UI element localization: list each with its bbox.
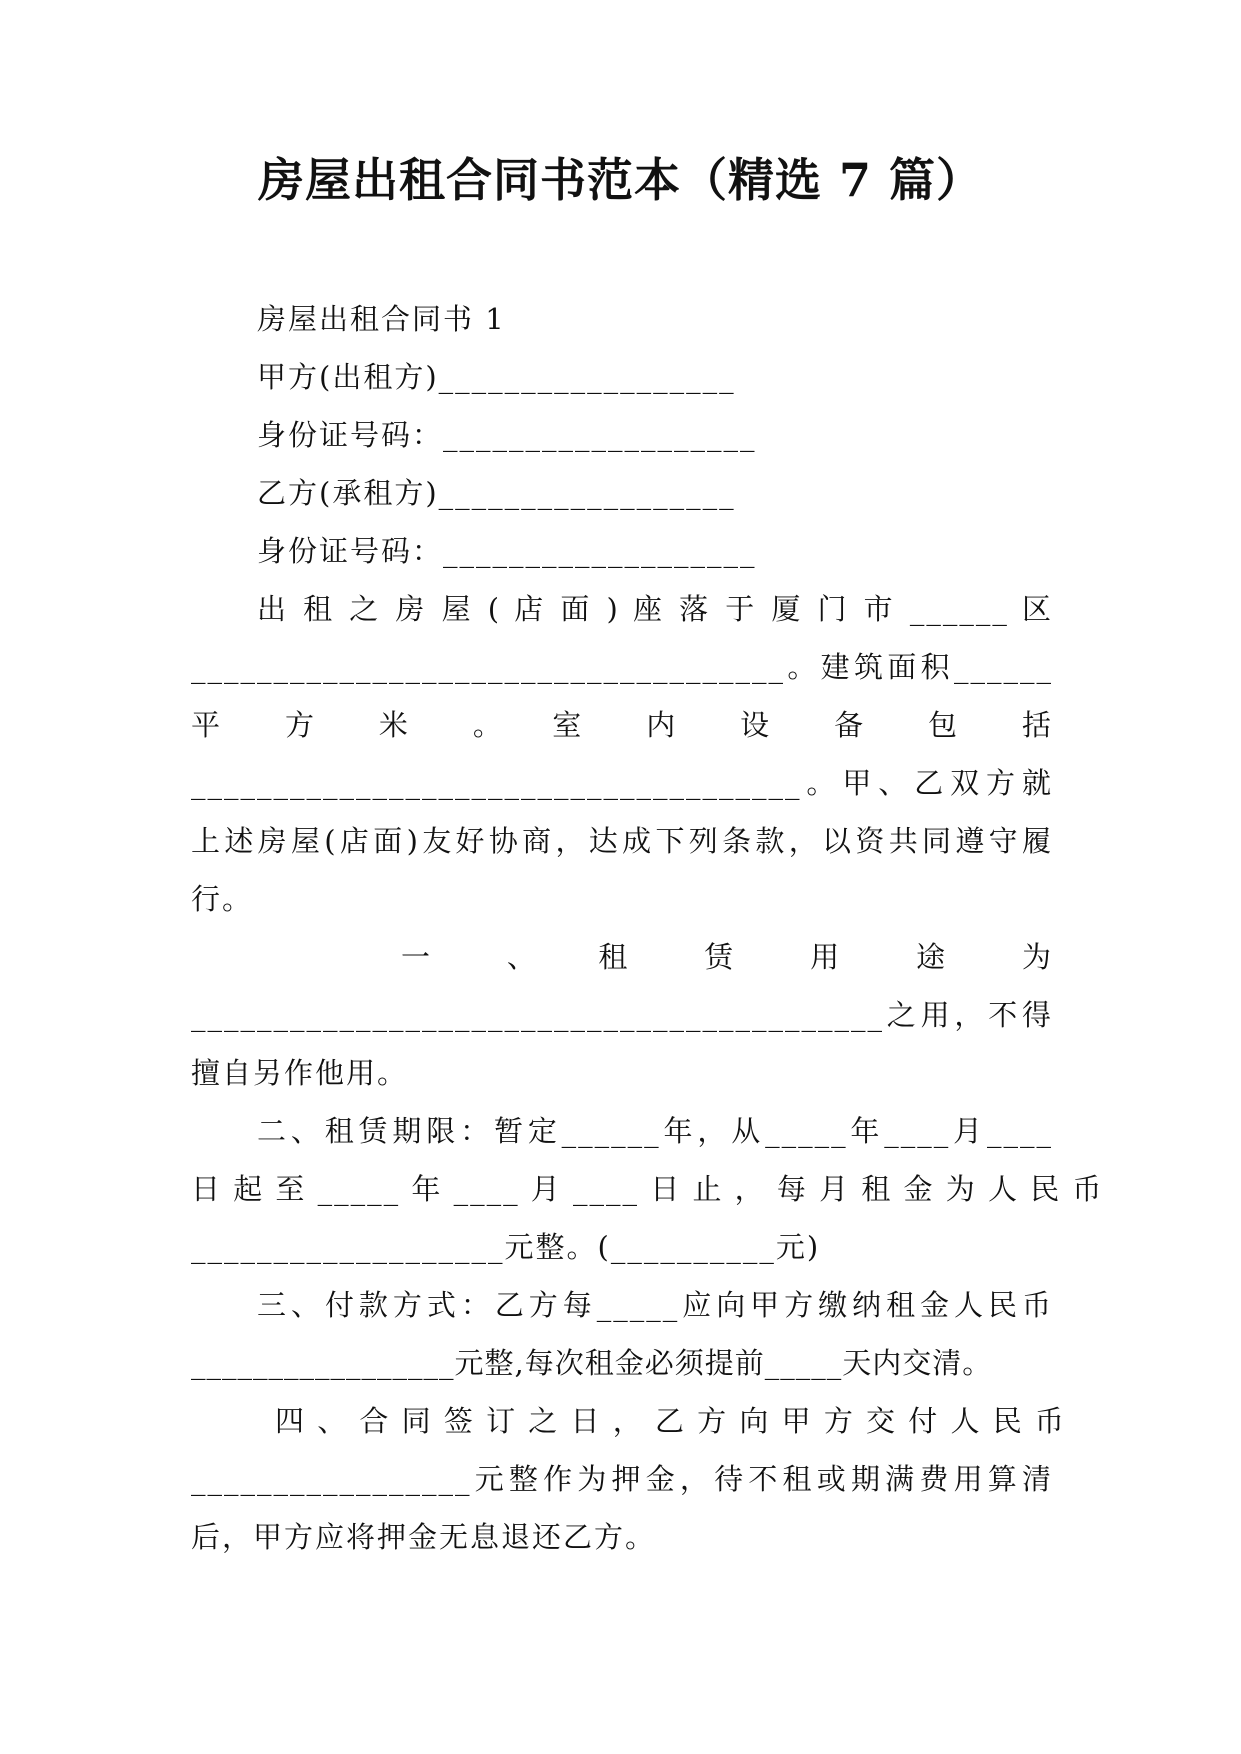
paragraph-line: 日 起 至 _____ 年 ____ 月 ____ 日 止 ， 每 月 租 金 为 人 民 币 <box>191 1172 1104 1206</box>
paragraph-line: 一 、 租 赁 用 途 为 <box>401 940 1053 974</box>
document-title: 房屋出租合同书范本（精选 7 篇） <box>257 153 984 207</box>
paragraph-line: 擅自另作他用。 <box>191 1056 409 1090</box>
party-b-line: 乙方(承租方)__________________ <box>257 476 736 510</box>
paragraph-line: 三、付款方式：乙方每_____应向甲方缴纳租金人民币 <box>257 1288 1053 1322</box>
paragraph-line: 出 租 之 房 屋 ( 店 面 ) 座 落 于 厦 门 市 ______ 区 <box>257 592 1053 626</box>
party-b-id-line: 身份证号码：___________________ <box>257 534 757 568</box>
paragraph-line: 平 方 米 。 室 内 设 备 包 括 <box>191 708 1053 742</box>
paragraph-line: _________________元整作为押金，待不租或期满费用算清 <box>191 1462 1053 1496</box>
paragraph-line: 四 、 合 同 签 订 之 日 ， 乙 方 向 甲 方 交 付 人 民 币 <box>275 1404 1066 1438</box>
paragraph-line: _____________________________________。甲、乙双方就 <box>191 766 1053 800</box>
paragraph-lease-purpose <box>191 928 1053 1102</box>
paragraph-line: 行。 <box>191 882 254 916</box>
party-a-id-line: 身份证号码：___________________ <box>257 418 757 452</box>
paragraph-line: _________________元整,每次租金必须提前_____天内交清。 <box>191 1346 993 1380</box>
paragraph-line: ____________________________________。建筑面积______ <box>191 650 1053 684</box>
paragraph-line: 二、租赁期限：暂定______年，从_____年____月____ <box>257 1114 1053 1148</box>
paragraph-property-location <box>191 580 1053 928</box>
paragraph-deposit <box>191 1392 1066 1566</box>
document-body <box>191 290 1104 1566</box>
paragraph-line: 后，甲方应将押金无息退还乙方。 <box>191 1520 657 1554</box>
party-a-line: 甲方(出租方)__________________ <box>257 360 736 394</box>
section-heading: 房屋出租合同书 1 <box>257 302 506 336</box>
paragraph-line: 上述房屋(店面)友好协商，达成下列条款，以资共同遵守履 <box>191 824 1053 858</box>
paragraph-payment-method <box>191 1276 1053 1392</box>
paragraph-line: __________________________________________之用，不得 <box>191 998 1053 1032</box>
paragraph-lease-term <box>191 1102 1104 1276</box>
paragraph-line: ___________________元整。(__________元) <box>191 1230 821 1264</box>
